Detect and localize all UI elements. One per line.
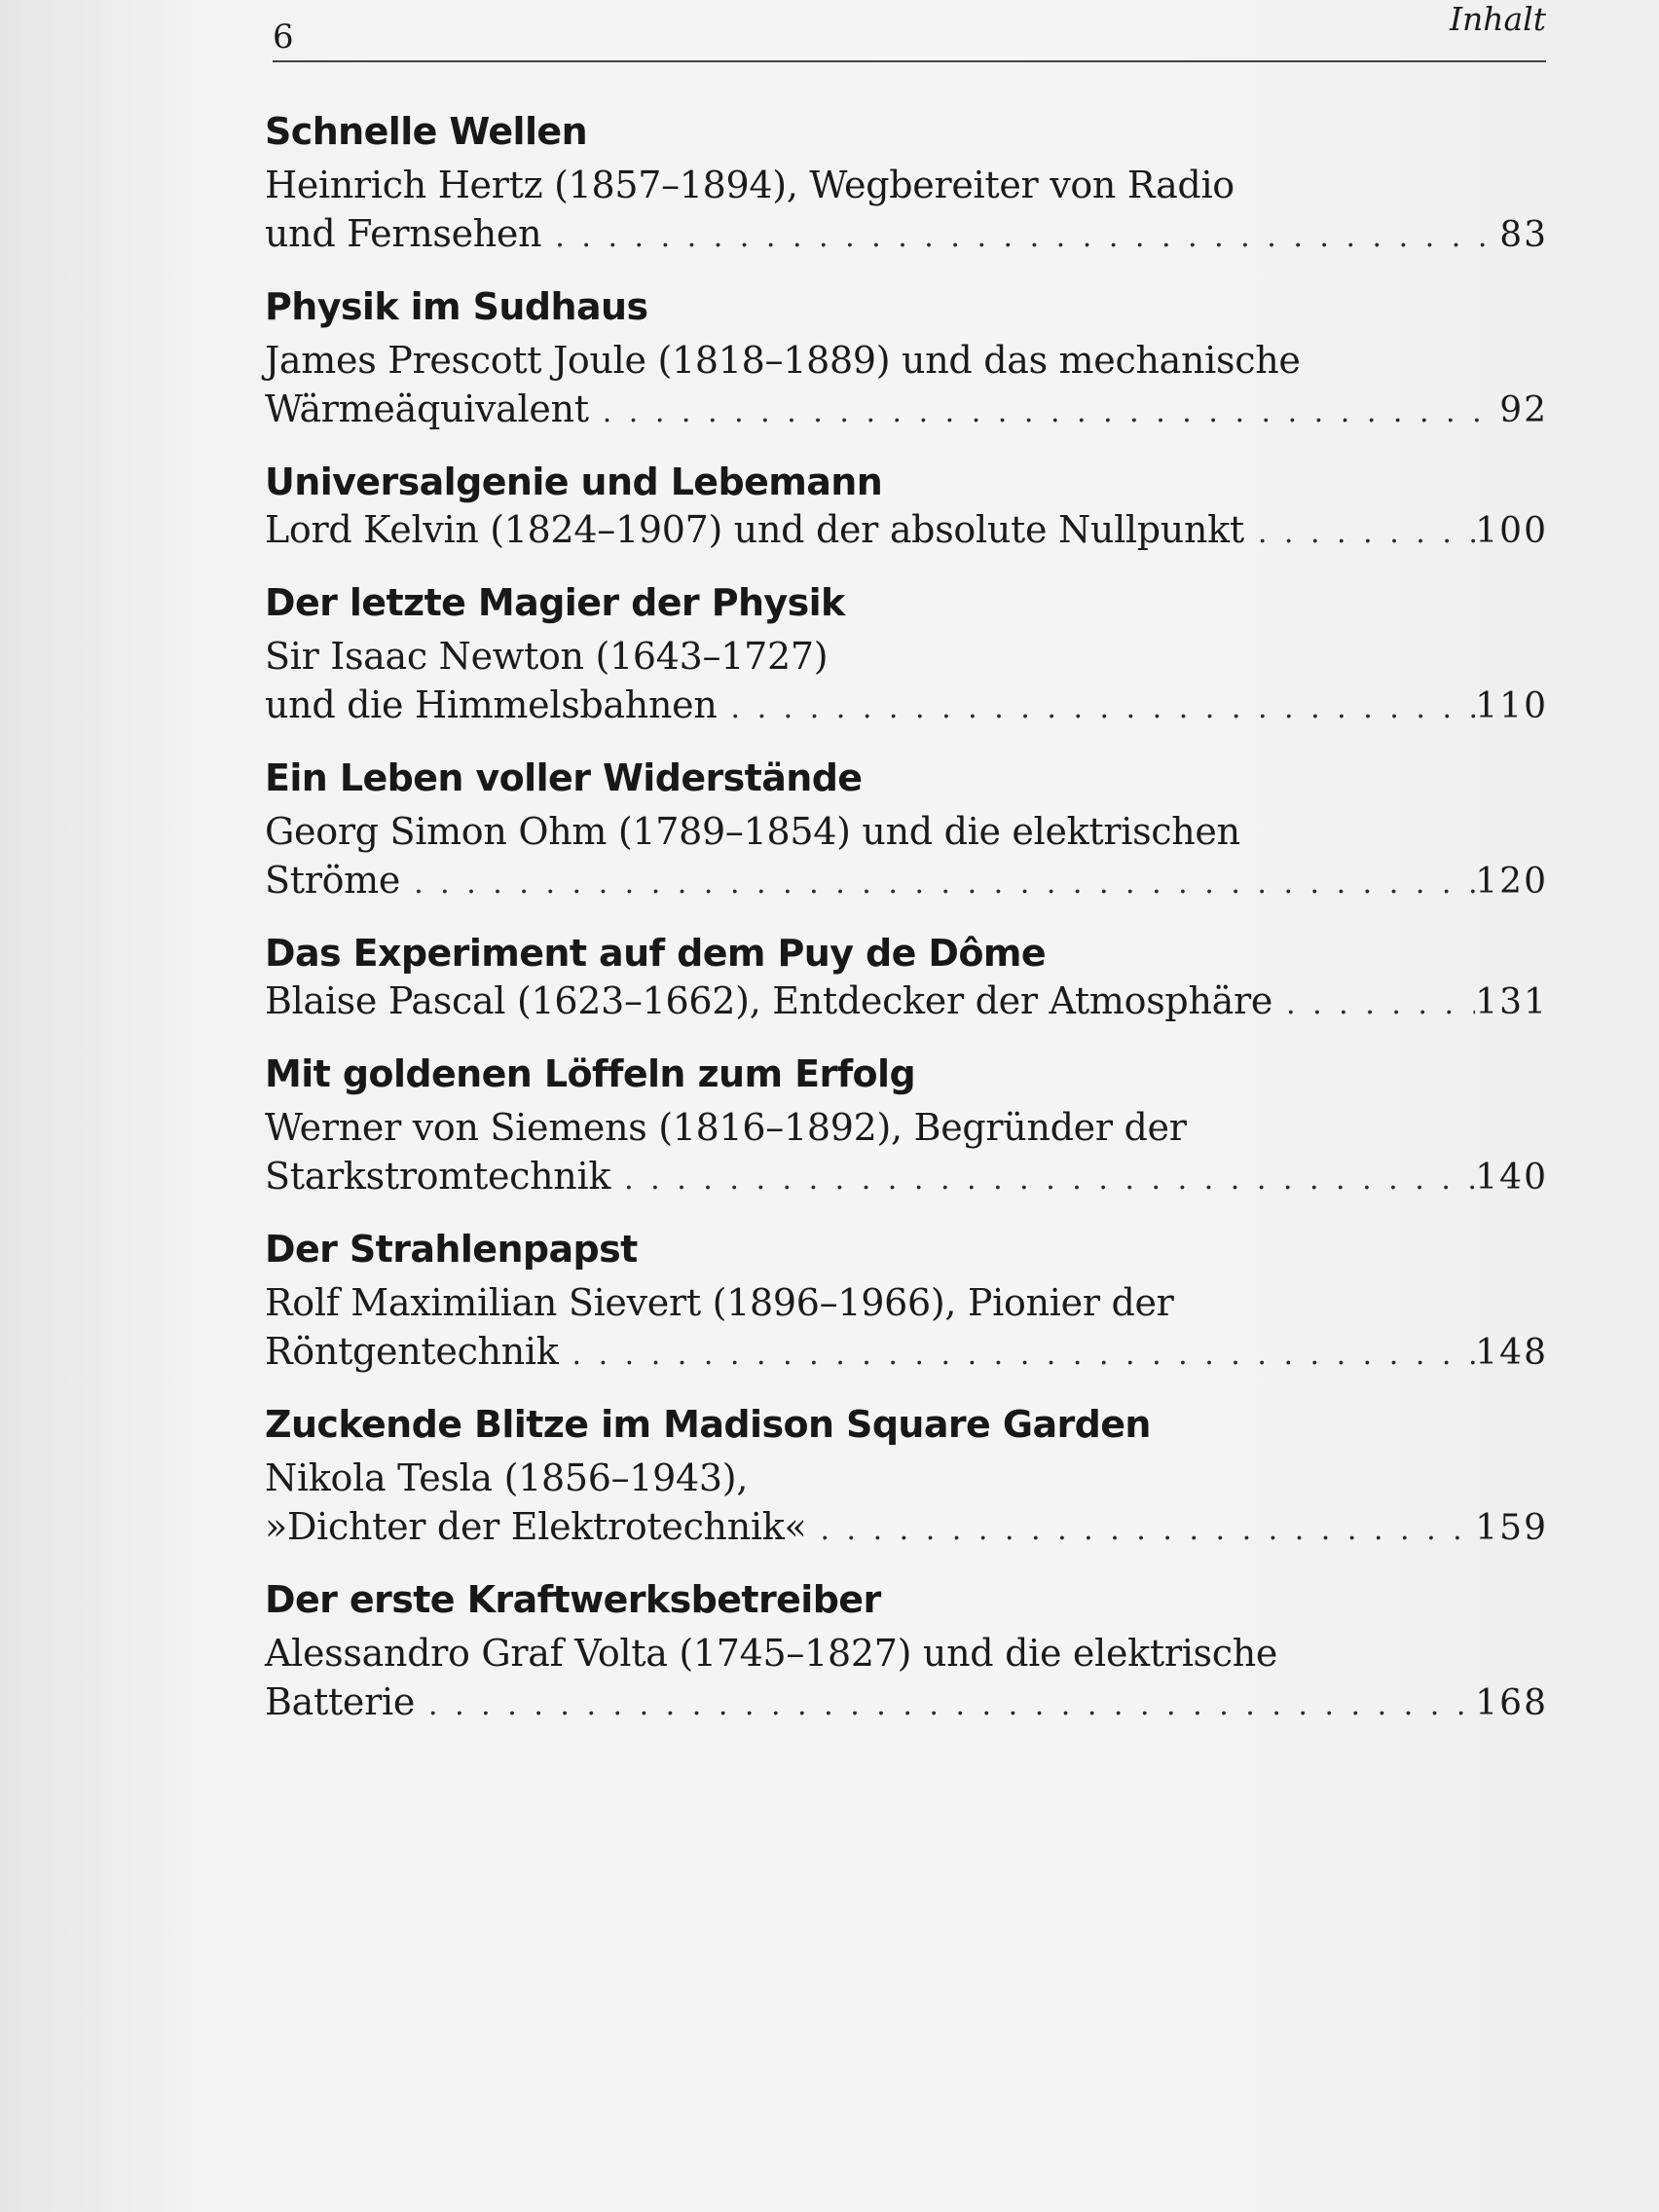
toc-entry-subtitle-line: Alessandro Graf Volta (1745–1827) und die elektrische: [265, 1632, 1278, 1675]
toc-entry-title: Das Experiment auf dem Puy de Dôme: [265, 932, 1047, 975]
toc-entry: [265, 927, 1548, 1022]
toc-entry-title: Der letzte Magier der Physik: [265, 581, 845, 624]
toc-entry-leader-line: [265, 1155, 1548, 1198]
toc-entry: [265, 752, 1548, 902]
page-reference: 148: [1475, 1333, 1548, 1373]
dot-leader: [559, 1338, 1476, 1372]
toc-entry: [265, 1223, 1548, 1373]
toc-entry-subtitle-line: Blaise Pascal (1623–1662), Entdecker der Atmosphäre: [265, 979, 1273, 1022]
toc-entry-leader-line: [265, 1680, 1548, 1723]
page-reference: 159: [1475, 1508, 1548, 1548]
toc-entry-title: Zuckende Blitze im Madison Square Garden: [265, 1403, 1151, 1446]
toc-entry: [265, 456, 1548, 551]
toc-entry-leader-line: [265, 979, 1548, 1022]
toc-entry: [265, 1573, 1548, 1723]
page-reference: 131: [1475, 982, 1548, 1022]
toc-entry-subtitle-line: Wärmeäquivalent: [265, 387, 589, 430]
toc-entry: [265, 1398, 1548, 1548]
page-number: 6: [273, 18, 294, 56]
toc-entry: [265, 576, 1548, 726]
toc-entry-subtitle-line: Nikola Tesla (1856–1943),: [265, 1456, 749, 1499]
dot-leader: [718, 691, 1476, 725]
toc-entry-subtitle-line: Sir Isaac Newton (1643–1727): [265, 635, 829, 678]
page-reference: 140: [1475, 1158, 1548, 1198]
toc-entry-subtitle-line: »Dichter der Elektrotechnik«: [265, 1505, 807, 1548]
toc-entry-subtitle-line: und Fernsehen: [265, 212, 542, 255]
toc-entry-subtitle-line: Werner von Siemens (1816–1892), Begründer der: [265, 1106, 1187, 1149]
toc-entry-subtitle-line: und die Himmelsbahnen: [265, 683, 718, 726]
toc-entry-subtitle-line: Röntgentechnik: [265, 1330, 559, 1373]
dot-leader: [415, 1688, 1475, 1722]
toc-entry-leader-line: [265, 859, 1548, 902]
page-reference: 120: [1475, 862, 1548, 902]
toc-entry-leader-line: [265, 212, 1548, 255]
toc-entry: [265, 280, 1548, 430]
toc-entry-leader-line: [265, 387, 1548, 430]
dot-leader: [541, 220, 1499, 254]
dot-leader: [400, 866, 1475, 901]
table-of-contents: [265, 105, 1548, 1749]
toc-entry-subtitle-line: Rolf Maximilian Sievert (1896–1966), Pionier der: [265, 1281, 1174, 1324]
toc-entry-title: Ein Leben voller Widerstände: [265, 756, 863, 799]
toc-entry: [265, 105, 1548, 255]
dot-leader: [1272, 987, 1475, 1021]
toc-entry-leader-line: [265, 1330, 1548, 1373]
toc-entry-title: Mit goldenen Löffeln zum Erfolg: [265, 1052, 916, 1095]
dot-leader: [806, 1513, 1475, 1547]
toc-entry-subtitle-line: Ströme: [265, 859, 401, 902]
toc-entry-title: Physik im Sudhaus: [265, 285, 648, 328]
toc-entry-title: Der Strahlenpapst: [265, 1228, 638, 1271]
page-reference: 110: [1475, 686, 1548, 726]
running-head: Inhalt: [1449, 0, 1546, 38]
dot-leader: [589, 395, 1499, 429]
page-reference: 83: [1499, 215, 1548, 255]
toc-entry-subtitle-line: James Prescott Joule (1818–1889) und das mechanische: [265, 339, 1301, 382]
toc-entry-subtitle-line: Batterie: [265, 1680, 416, 1723]
toc-entry-leader-line: [265, 508, 1548, 551]
toc-entry-title: Schnelle Wellen: [265, 110, 588, 153]
page-reference: 92: [1499, 390, 1548, 430]
dot-leader: [1244, 516, 1475, 550]
toc-entry: [265, 1048, 1548, 1198]
toc-entry-subtitle-line: Georg Simon Ohm (1789–1854) und die elektrischen: [265, 810, 1240, 853]
dot-leader: [610, 1162, 1475, 1197]
toc-entry-leader-line: [265, 683, 1548, 726]
page-reference: 100: [1475, 511, 1548, 551]
toc-entry-leader-line: [265, 1505, 1548, 1548]
toc-entry-subtitle-line: Lord Kelvin (1824–1907) und der absolute Nullpunkt: [265, 508, 1244, 551]
toc-entry-subtitle-line: Starkstromtechnik: [265, 1155, 611, 1198]
page-header: [273, 0, 1546, 62]
toc-entry-subtitle-line: Heinrich Hertz (1857–1894), Wegbereiter von Radio: [265, 164, 1235, 206]
toc-entry-title: Universalgenie und Lebemann: [265, 461, 883, 503]
toc-entry-title: Der erste Kraftwerksbetreiber: [265, 1578, 881, 1621]
page-reference: 168: [1475, 1683, 1548, 1723]
